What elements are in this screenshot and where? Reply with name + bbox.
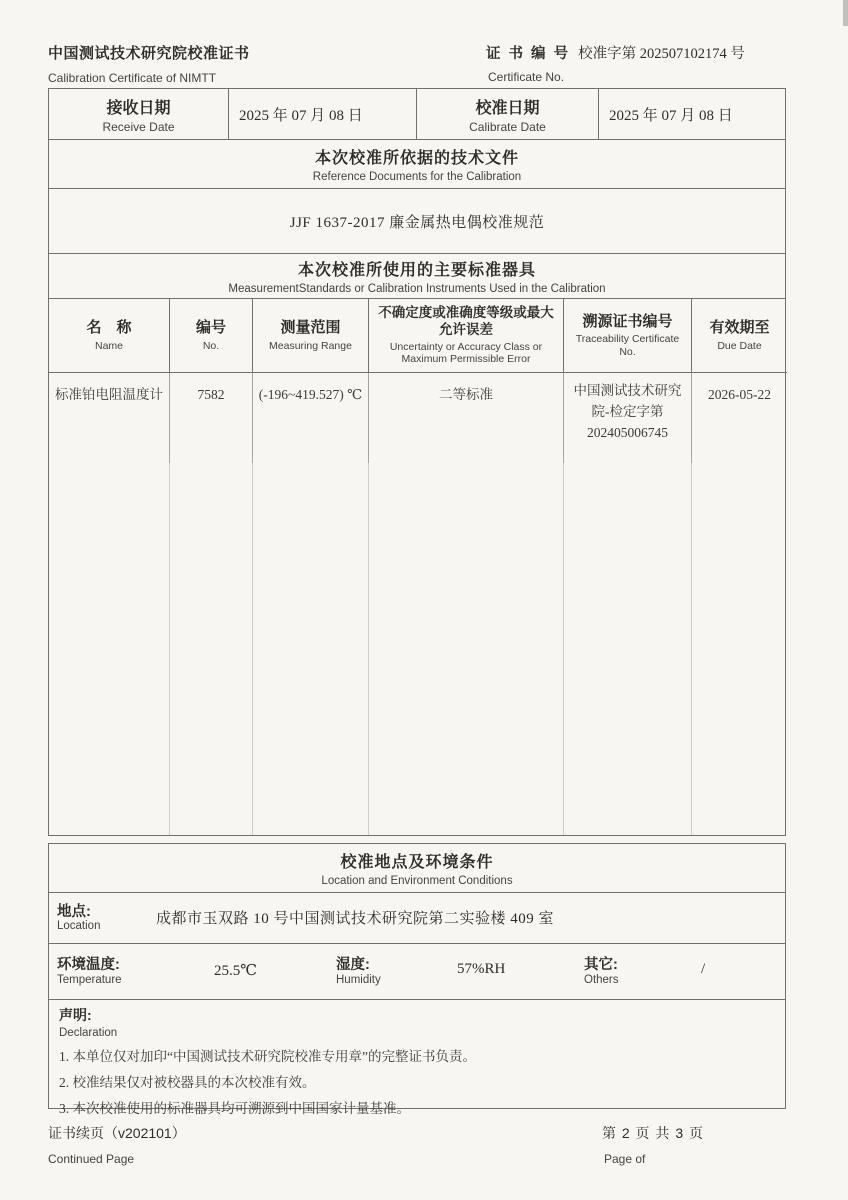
col-header-name-en: Name <box>94 339 123 352</box>
calibrate-date-value: 2025 年 07 月 08 日 <box>609 107 733 124</box>
empty-cell <box>564 463 692 835</box>
empty-cell <box>253 463 369 835</box>
receive-date-label-en: Receive Date <box>102 119 175 134</box>
location-label-zh: 地点: <box>57 904 91 920</box>
footer-continued-en: Continued Page <box>48 1152 135 1166</box>
standards-heading-zh: 本次校准所使用的主要标准器具 <box>297 262 536 279</box>
location-env-heading-en: Location and Environment Conditions <box>321 875 513 887</box>
reference-docs-heading-zh: 本次校准所依据的技术文件 <box>314 150 519 167</box>
table-row-cell-duedate: 2026-05-22 <box>708 387 771 402</box>
col-header-uncertainty-zh: 不确定度或准确度等级或最大允许误差 <box>378 305 554 337</box>
certificate-number-label-en: Certificate No. <box>488 70 565 84</box>
footer-page-number-en: Page of <box>603 1152 646 1166</box>
humidity-label-zh: 湿度: <box>336 957 370 973</box>
others-label-zh: 其它: <box>584 957 618 973</box>
col-header-uncertainty-en: Uncertainty or Accuracy Class or Maximum Permissible Error <box>389 340 543 366</box>
receive-date-label-cell <box>49 89 229 139</box>
table-row-cell-range: (-196~419.527) ℃ <box>253 373 369 463</box>
others-label-en: Others <box>584 974 619 986</box>
col-header-duedate-zh: 有效期至 <box>709 318 770 336</box>
institute-title-zh: 中国测试技术研究院校准证书 <box>48 45 250 62</box>
declaration-label-en: Declaration <box>59 1027 118 1039</box>
temperature-label-zh: 环境温度: <box>57 957 120 973</box>
temperature-label-en: Temperature <box>57 974 122 986</box>
declaration-label-zh: 声明: <box>59 1007 92 1023</box>
table-row-cell-no: 7582 <box>170 373 253 463</box>
table-row-cell-traceability: 中国测试技术研究院-检定字第 202405006745 <box>564 373 692 463</box>
col-header-traceability-en: Traceability Certificate No. <box>575 333 680 358</box>
institute-title-block <box>48 42 250 88</box>
standards-heading-en: MeasurementStandards or Calibration Instruments Used in the Calibration <box>228 283 606 295</box>
col-header-range <box>253 299 369 373</box>
empty-cell <box>369 463 564 835</box>
col-header-no-en: No. <box>202 339 220 352</box>
certificate-number-block <box>486 42 786 88</box>
reference-docs-heading <box>48 139 786 189</box>
location-env-heading-zh: 校准地点及环境条件 <box>340 854 494 871</box>
col-header-no <box>170 299 253 373</box>
location-env-heading <box>48 843 786 893</box>
receive-date-value: 2025 年 07 月 08 日 <box>229 89 417 139</box>
standards-table <box>48 298 786 836</box>
declaration-item-2: 2. 校准结果仅对被校器具的本次校准有效。 <box>59 1075 316 1090</box>
empty-cell <box>692 463 787 835</box>
col-header-duedate <box>692 299 787 373</box>
document-header <box>48 42 786 88</box>
footer-page-number-zh: 第 2 页 共 3 页 <box>601 1125 704 1141</box>
institute-title-en: Calibration Certificate of NIMTT <box>48 71 217 85</box>
calibrate-date-label-zh: 校准日期 <box>475 99 540 117</box>
location-value: 成都市玉双路 10 号中国测试技术研究院第二实验楼 409 室 <box>156 911 555 927</box>
page-footer <box>48 1123 786 1166</box>
calibrate-date-label-cell <box>417 89 599 139</box>
col-header-traceability-zh: 溯源证书编号 <box>582 312 673 330</box>
col-header-name <box>49 299 170 373</box>
location-label-en: Location <box>57 920 101 932</box>
col-header-range-en: Measuring Range <box>269 339 352 352</box>
declaration-section <box>48 999 786 1116</box>
col-header-name-zh: 名 称 <box>86 318 132 336</box>
temperature-value: 25.5℃ <box>214 963 258 979</box>
standards-heading <box>48 253 786 299</box>
footer-pagination-block <box>602 1123 704 1166</box>
col-header-no-zh: 编号 <box>195 318 226 336</box>
calibrate-date-label-en: Calibrate Date <box>469 119 546 134</box>
page-content <box>48 42 786 1166</box>
humidity-label-en: Humidity <box>336 974 381 986</box>
certificate-number-label-zh: 证 书 编 号 <box>486 46 571 62</box>
declaration-item-1: 1. 本单位仅对加印“中国测试技术研究院校准专用章”的完整证书负责。 <box>59 1049 476 1064</box>
table-row-cell-uncertainty: 二等标准 <box>369 373 564 463</box>
scan-artifact <box>843 0 848 26</box>
environment-row <box>48 943 786 1000</box>
location-row <box>48 892 786 944</box>
col-header-traceability <box>564 299 692 373</box>
col-header-duedate-en: Due Date <box>717 339 762 352</box>
reference-docs-body: JJF 1637-2017 廉金属热电偶校准规范 <box>48 188 786 254</box>
col-header-uncertainty <box>369 299 564 373</box>
footer-continued-zh: 证书续页（v202101） <box>48 1125 186 1141</box>
footer-continued-block <box>48 1123 186 1166</box>
empty-cell <box>170 463 253 835</box>
col-header-range-zh: 测量范围 <box>280 318 341 336</box>
others-value: / <box>701 961 706 977</box>
certificate-number-line <box>486 42 786 63</box>
receive-date-label-zh: 接收日期 <box>106 99 171 117</box>
certificate-number-value: 校准字第 202507102174 号 <box>578 46 745 62</box>
reference-docs-heading-en: Reference Documents for the Calibration <box>312 171 522 183</box>
humidity-value: 57%RH <box>457 961 506 977</box>
empty-cell <box>49 463 170 835</box>
table-row-cell-name: 标准铂电阻温度计 <box>49 373 170 463</box>
declaration-item-3: 3. 本次校准使用的标准器具均可溯源到中国国家计量基准。 <box>59 1101 410 1116</box>
date-table <box>48 88 786 140</box>
